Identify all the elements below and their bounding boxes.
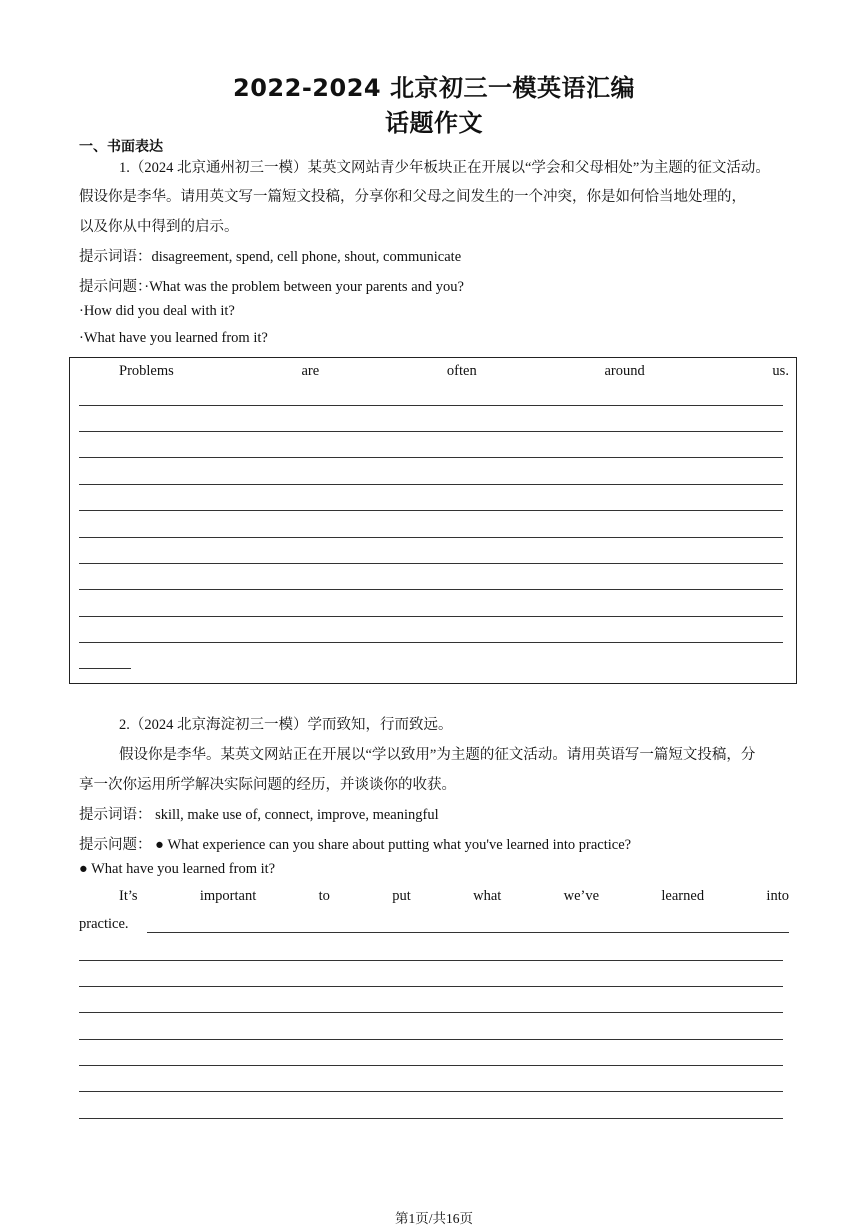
q2-writing-line[interactable] — [79, 1012, 783, 1013]
q2-word: to — [318, 888, 330, 904]
q1-hint-question-2: ·How did you deal with it? — [79, 303, 235, 319]
q1-prompt-line2: 假设你是李华。请用英文写一篇短文投稿，分享你和父母之间发生的一个冲突，你是如何恰当地处理的， — [79, 189, 746, 205]
q2-writing-line[interactable] — [79, 1065, 783, 1066]
q2-word: It’s — [119, 888, 138, 904]
q1-writing-line[interactable] — [79, 642, 783, 643]
q2-writing-line[interactable] — [79, 1118, 783, 1119]
q2-hint-question-1: 提示问题： ● What experience can you share about putting what you've learned into practice? — [79, 837, 632, 853]
q2-writing-line[interactable] — [79, 960, 783, 961]
q2-word: put — [392, 888, 411, 904]
q1-hint-question-3: ·What have you learned from it? — [79, 330, 268, 346]
q1-word: often — [446, 363, 477, 379]
page-title-line2: 话题作文 — [385, 109, 483, 137]
q2-opening-continuation: practice. — [79, 916, 129, 932]
q1-prompt-line1: 1.（2024 北京通州初三一模）某英文网站青少年板块正在开展以“学会和父母相处”为主题的征文活动。 — [119, 160, 770, 176]
q1-writing-line[interactable] — [79, 431, 783, 432]
q2-word: learned — [661, 888, 705, 904]
q1-word: us. — [772, 363, 789, 379]
q1-prompt-line3: 以及你从中得到的启示。 — [79, 219, 239, 235]
q2-opening-sentence — [119, 888, 789, 905]
q1-writing-line[interactable] — [79, 616, 783, 617]
q1-word: Problems — [119, 363, 174, 379]
q1-opening-sentence — [119, 363, 789, 380]
q2-prompt-line1: 2.（2024 北京海淀初三一模）学而致知，行而致远。 — [119, 717, 453, 733]
q1-word: around — [604, 363, 645, 379]
q2-writing-line[interactable] — [147, 932, 789, 933]
q2-writing-line[interactable] — [79, 1091, 783, 1092]
q2-prompt-line2: 假设你是李华。某英文网站正在开展以“学以致用”为主题的征文活动。请用英语写一篇短文投稿，分 — [119, 747, 756, 763]
q1-writing-line[interactable] — [79, 510, 783, 511]
q1-writing-line[interactable] — [79, 405, 783, 406]
section-heading: 一、书面表达 — [79, 139, 163, 155]
q2-hint-words: 提示词语： skill, make use of, connect, improve, meaningful — [79, 807, 439, 823]
q1-answer-box — [69, 357, 797, 684]
q1-writing-line[interactable] — [79, 457, 783, 458]
q1-writing-line[interactable] — [79, 484, 783, 485]
q2-word: important — [199, 888, 257, 904]
q1-writing-line[interactable] — [79, 589, 783, 590]
q1-writing-line-short[interactable] — [79, 668, 131, 669]
q2-hint-question-2: ● What have you learned from it? — [79, 861, 276, 877]
page-number: 第1页/共16页 — [394, 1211, 473, 1226]
page-title-line1: 2022-2024 北京初三一模英语汇编 — [233, 74, 635, 102]
q2-word: we’ve — [563, 888, 600, 904]
q2-prompt-line3: 享一次你运用所学解决实际问题的经历，并谈谈你的收获。 — [79, 777, 456, 793]
q1-hint-question-1: 提示问题：·What was the problem between your parents and you? — [79, 279, 464, 295]
q2-word: what — [473, 888, 502, 904]
q1-hint-words: 提示词语：disagreement, spend, cell phone, shout, communicate — [79, 249, 462, 265]
q1-word: are — [301, 363, 320, 379]
q2-word: into — [766, 888, 789, 904]
q2-writing-line[interactable] — [79, 1039, 783, 1040]
q2-writing-line[interactable] — [79, 986, 783, 987]
q1-writing-line[interactable] — [79, 537, 783, 538]
q1-writing-line[interactable] — [79, 563, 783, 564]
